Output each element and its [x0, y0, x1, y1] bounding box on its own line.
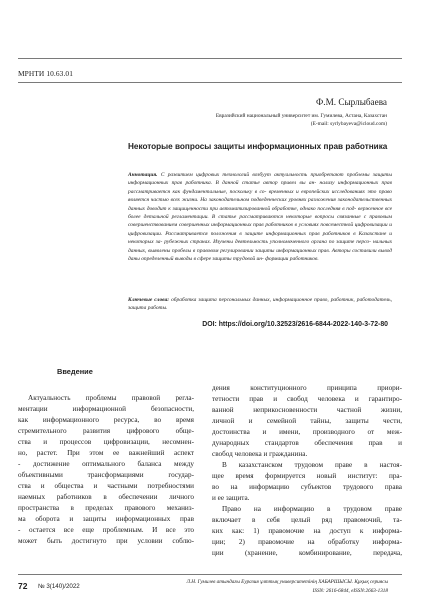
body-line: пространства в пределах правового механиз- [18, 504, 194, 512]
abstract-line: С развитием цифровых технологий возбуут актуальность приобретают [160, 172, 344, 178]
body-line: и ее защита. [212, 494, 250, 502]
body-line: ма оборота и защиты информационных прав [18, 515, 194, 523]
body-line: включает в себя целый ряд правомочий, та- [212, 516, 402, 524]
page-number: 72 [18, 581, 28, 591]
body-line: ции; 2) правомочие на обработку информа- [212, 538, 402, 546]
body-line: во на информацию субъектов трудового права [212, 483, 402, 491]
body-line: - остается все еще проблемным. И все это [18, 526, 194, 534]
abstract [128, 171, 392, 263]
body-line: дународных стандартов обеспечения прав и [212, 439, 402, 447]
body-line: ких как: 1) правомочие на доступ к информа- [212, 527, 402, 535]
abstract-line: работников в условиях повсеместной цифровизации и цифровизации. Рассматривается [128, 222, 393, 237]
header-rule-bottom [18, 82, 402, 83]
body-line: объективными трансформациями государ- [18, 471, 194, 479]
abstract-line: рубежных странах. Изучены деятельность уполномоченного органа по защите персо- [164, 239, 371, 246]
abstract-line: положения в защите информационных прав работников в Казахстане и некоторых за- [128, 230, 393, 246]
keywords [128, 296, 392, 313]
body-column-right [212, 383, 402, 559]
body-line: тетности прав и свобод человека и гарантиро- [212, 395, 402, 403]
abstract-line: законодательном подведенческих уровнях разложения законодательственных данных [128, 197, 392, 212]
abstract-lead: Аннотация. [128, 172, 158, 178]
body-line: Право на информацию в трудовом праве [222, 505, 402, 513]
keywords-line: работник, работодатель, защита работы. [128, 297, 393, 312]
body-line: свобод человека и гражданина. [212, 450, 308, 458]
issn: ISSN: 2616-6844, eISSN:2663-1318 [312, 588, 388, 594]
abstract-line: формации работников. [265, 256, 319, 263]
body-line: как информационного ресурса, во время [18, 416, 194, 424]
abstract-line: проблемы защиты информационных прав работника. В данной статье автор привел вы ан- [128, 172, 393, 187]
issue-number: № 3(140)/2022 [38, 583, 80, 590]
body-line: но, растет. При этом ее важнейший аспект [18, 449, 194, 457]
author-email: (E-mail: syrlybayeva@icloud.com) [310, 121, 387, 127]
keywords-lead: Ключевые слова: [128, 297, 170, 303]
abstract-line: временных и европейских исследованиях это право является частью всех жизни. На [128, 188, 393, 204]
body-column-left [18, 393, 194, 547]
abstract-line: доводит к защищенности при автоматизированной обработке, однако последняя в под- [146, 205, 357, 212]
author-name: Ф.М. Сырлыбаева [316, 97, 387, 107]
body-line: - достижение оптимального баланса между [18, 460, 194, 468]
abstract-line: нальных данных, выявлены пробелы в правовом регулировании защиты информационных [128, 239, 392, 254]
body-line: ства и общества и частными потребностями [18, 482, 194, 490]
mrnti-code: МРНТИ 10.63.01 [18, 69, 73, 78]
body-line: ванной неприкосновенности частной жизни, [212, 406, 402, 414]
section-heading-introduction: Введение [57, 367, 93, 376]
body-line: стремительного развития цифрового обще- [18, 427, 194, 435]
body-line: может быть достигнуто при условии соблю- [18, 537, 194, 545]
abstract-line: прав. Авторы составили вывод даны определенный выводы в сфере защиты трудовой ин- [128, 247, 393, 263]
abstract-line: верженное все более детальной регламентации. В статье рассматриваются некоторые [128, 205, 392, 221]
body-line: личной и семейной тайны, защиты чести, [212, 417, 402, 425]
doi-link[interactable]: DOI: https://doi.org/10.32523/2616-6844-2022-140-3-72-80 [202, 321, 388, 328]
body-line: Актуальность проблемы правовой регла- [28, 394, 194, 402]
author-affiliation: Евразийский национальный университет им. Гумилева, Астана, Казахстан [215, 113, 387, 119]
footer-rule [18, 574, 402, 575]
body-line: дения конституционного принципа приори- [212, 384, 402, 392]
abstract-body [128, 172, 392, 262]
abstract-line: вопросы связанные с правовым совершенствованием совершенных информационных прав [128, 214, 392, 229]
journal-name: Л.Н. Гумилев атындағы Еуразия ұлттық университетінің ХАБАРШЫСЫ. Құқық сериясы [186, 579, 388, 585]
keywords-line: обработка защита персональных данных, информационное право, [171, 297, 329, 303]
header-rule [18, 58, 402, 59]
article-title: Некоторые вопросы защиты информационных прав работника [128, 142, 388, 151]
body-line: ства и процессов цифровизации, несомнен- [18, 438, 194, 446]
body-line: ментации информационной безопасности, [18, 405, 194, 413]
body-line: щее время формируется новый институт: пра- [212, 472, 402, 480]
body-line: В казахстанском трудовом праве в настоя- [222, 461, 402, 469]
body-line: наемных работников в обеспечении личного [18, 493, 194, 501]
body-line: ции (хранение, комбинирование, передача, [212, 549, 402, 557]
body-line: достоинства и имени, производного от меж- [212, 428, 402, 436]
abstract-line: нализу информационных прав рассматривается как фундаментальные, поскольку в со- [128, 180, 392, 195]
